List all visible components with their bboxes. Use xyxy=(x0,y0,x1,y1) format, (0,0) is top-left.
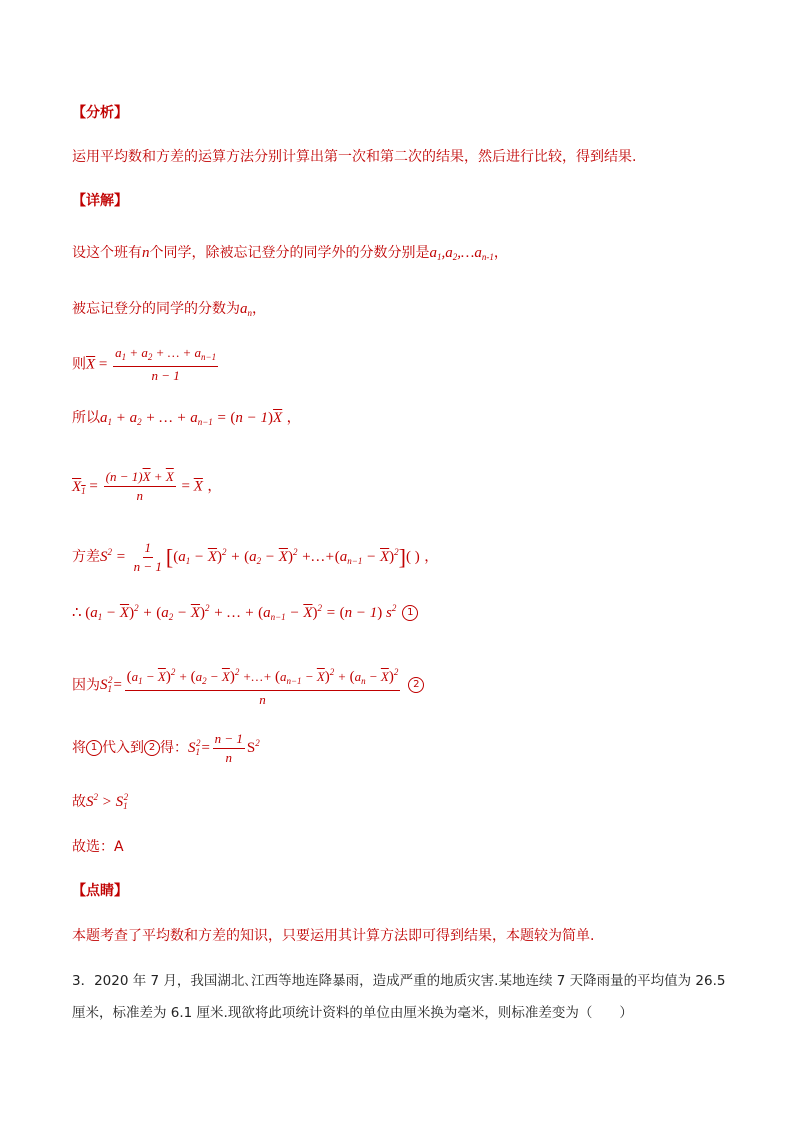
substitute-a: 将 xyxy=(72,739,86,756)
hence-prefix: 故 xyxy=(72,794,86,810)
detail-heading: 【详解】 xyxy=(72,193,128,209)
variance-expression: $S^2$ = $\frac{1}{n - 1}$ [$(a_1 - \overline{X})^2 + (a_2 - \overline{X})^2$ $+\dots+(a_{n-1} - \overline{X})^2$]( ) xyxy=(100,540,420,574)
new-mean-fraction: $\frac{(n - 1)\overline{X} + \overline{X}}{n}$ xyxy=(105,469,174,503)
mean-fraction: $\frac{a_1 + a_2 + \dots + a_{n-1}}{n - 1}$ xyxy=(115,345,217,383)
circled-two-ref: 2 xyxy=(144,740,160,756)
variance-prefix: 方差 xyxy=(72,548,100,565)
comment-text: 本题考查了平均数和方差的知识，只要运用其计算方法即可得到结果，本题较为简单. xyxy=(72,928,595,944)
because-prefix: 因为 xyxy=(72,677,100,694)
s1-expression: $S_1^2=$ $\frac{(a_1 - \overline{X})^2 + (a_2 - \overline{X})^2 +\dots+ (a_{n-1} - \overline{X})^2 + (a_n - \overline{X})^2}{n}$ xyxy=(100,677,402,693)
substitute-c: 得： xyxy=(160,739,188,756)
analysis-text: 运用平均数和方差的运算方法分别计算出第一次和第二次的结果，然后进行比较，得到结果. xyxy=(72,149,637,165)
circled-one-ref: 1 xyxy=(86,740,102,756)
hence-line xyxy=(72,788,128,815)
circled-one-marker: 1 xyxy=(402,605,418,621)
new-mean-formula: $X_1$ = $\frac{(n - 1)\overline{X} + \overline{X}}{n}$ = $\overline{X}$ ， xyxy=(72,469,222,503)
x-bar: $\overline{X}$ xyxy=(86,356,96,373)
therefore-formula xyxy=(72,599,418,626)
substitute-line xyxy=(72,731,260,766)
so-prefix: 所以 xyxy=(72,410,100,426)
because-formula xyxy=(72,664,424,708)
sum-formula: 所以$a_1 + a_2$ + … + $a_{n-1} = (n - 1)\overline{X}$ ， xyxy=(72,410,301,427)
hence-expression: $S^2 > S_1^2$ xyxy=(86,792,129,811)
detail-intro: 设这个班有n个同学，除被忘记登分的同学外的分数分别是$a_1,a_2,\dots a_{n-1}$， xyxy=(72,245,508,262)
forgot-text: 被忘记登分的同学的分数为 xyxy=(72,301,240,317)
question-line-1: 3．2020 年 7 月，我国湖北､江西等地连降暴雨，造成严重的地质灾害.某地连续 7 天降雨量的平均值为 26.5 xyxy=(72,973,726,989)
x1-bar: $X_1$ xyxy=(72,478,86,496)
comment-heading: 【点睛】 xyxy=(72,883,128,899)
substitute-expression: $S_1^2=$ $\frac{n - 1}{n}$ $S^2$ xyxy=(188,731,260,765)
sum-expression: $a_1 + a_2$ + … + $a_{n-1} = (n - 1)\overline{X}$ xyxy=(100,410,283,427)
detail-intro-a: 设这个班有 xyxy=(72,245,142,261)
then-prefix: 则 xyxy=(72,356,86,373)
forgot-line: 被忘记登分的同学的分数为$a_n$， xyxy=(72,301,266,318)
score-an: $a_n$ xyxy=(240,301,252,318)
circled-two-marker: 2 xyxy=(408,677,424,693)
mean-formula: 则$\overline{X}$ = $\frac{a_1 + a_2 + \dots + a_{n-1}}{n - 1}$ xyxy=(72,345,217,383)
therefore-expression: ∴ $(a_1 - \overline{X})^2 + (a_2 - \overline{X})^2$ + … + $(a_{n-1} - \overline{X})^2 = (n - 1)$ $s^2$ xyxy=(72,603,397,622)
analysis-heading: 【分析】 xyxy=(72,105,128,121)
substitute-b: 代入到 xyxy=(102,739,144,756)
question-line-2: 厘米，标准差为 6.1 厘米.现欲将此项统计资料的单位由厘米换为毫米，则标准差变为（ ） xyxy=(72,1005,633,1021)
detail-intro-b: 个同学，除被忘记登分的同学外的分数分别是 xyxy=(149,245,430,261)
variance-formula: 方差$S^2$ = $\frac{1}{n - 1}$ [$(a_1 - \overline{X})^2 + (a_2 - \overline{X})^2$ $+\dots+(a_{n-1} - \overline{X})^2$]( ) ， xyxy=(72,540,439,574)
scores-list: $a_1,a_2,\dots a_{n-1}$ xyxy=(429,245,494,262)
variable-n: n xyxy=(142,245,150,261)
choice-line: 故选：A xyxy=(72,839,124,855)
